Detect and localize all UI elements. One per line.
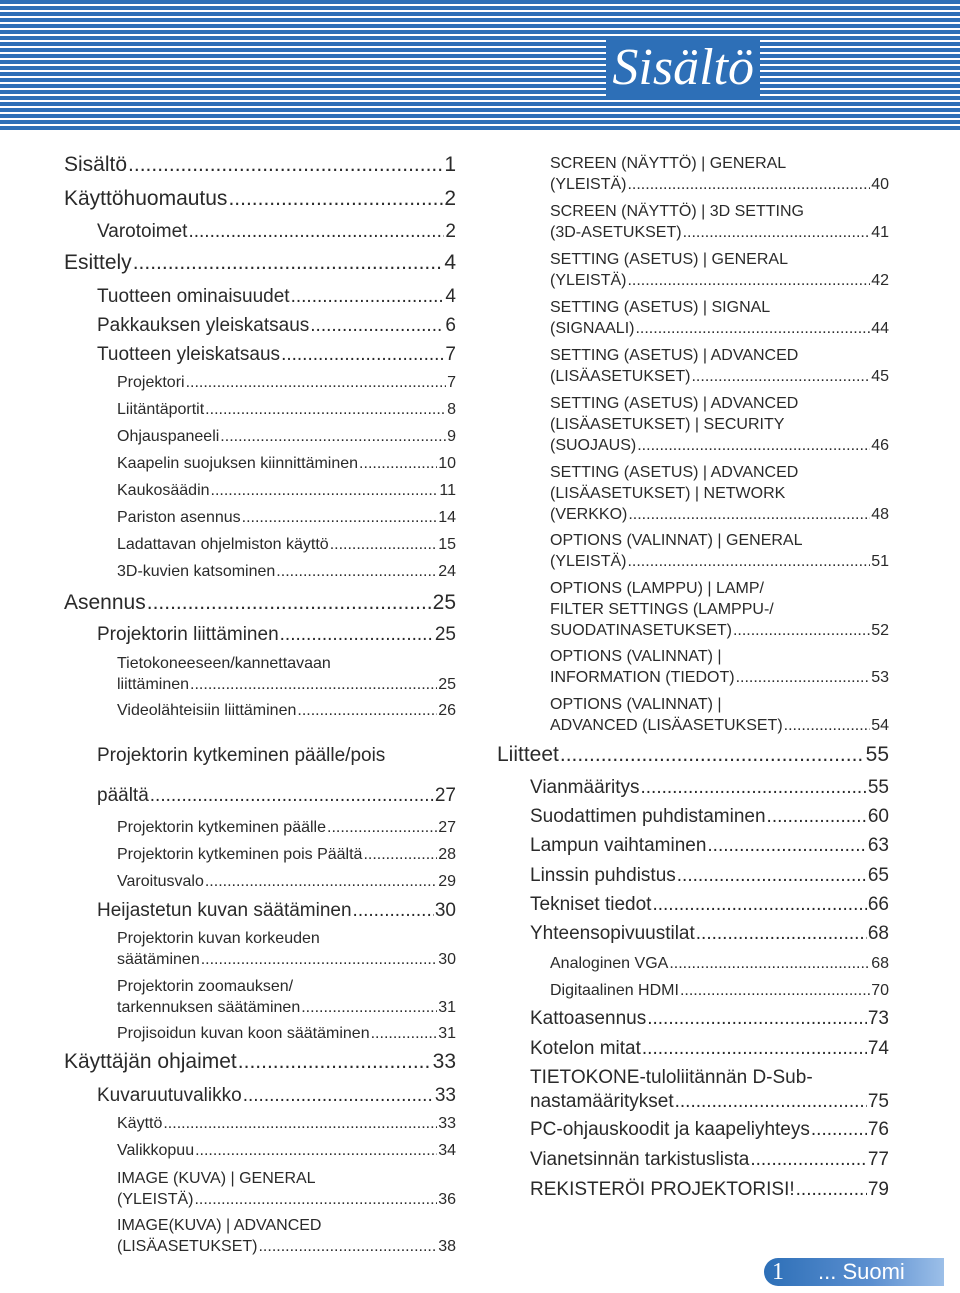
toc-entry-title: Kaukosäädin	[117, 482, 210, 499]
toc-entry-title: Pariston asennus	[117, 509, 241, 526]
toc-leader	[205, 871, 437, 892]
toc-entry-page: 14	[438, 509, 456, 526]
toc-entry-kytkeminen[interactable]	[97, 744, 456, 808]
toc-entry-page: 7	[447, 374, 456, 391]
toc-entry-kaytto[interactable]	[117, 1113, 456, 1134]
toc-entry-page: 9	[447, 428, 456, 445]
toc-entry-title: Kaapelin suojuksen kiinnittäminen	[117, 455, 359, 472]
toc-entry-page: 27	[434, 785, 456, 806]
toc-leader	[276, 561, 437, 582]
toc-leader	[194, 1189, 437, 1210]
toc-entry-title: Liitäntäportit	[117, 401, 205, 418]
toc-entry-title: Käyttö	[117, 1115, 163, 1132]
toc-entry-page: 73	[867, 1008, 889, 1029]
toc-entry-kaukosaadin[interactable]	[117, 480, 456, 501]
toc-entry-title: Käyttäjän ohjaimet	[64, 1050, 237, 1073]
toc-entry-options-lamp[interactable]	[550, 578, 889, 641]
toc-entry-title-cont: säätäminen	[117, 951, 200, 968]
toc-leader	[363, 844, 437, 865]
toc-entry-digitaalinen[interactable]	[550, 980, 889, 1001]
toc-entry-title-cont: (LISÄASETUKSET) | SECURITY	[550, 416, 785, 433]
toc-entry-page: 51	[871, 553, 889, 570]
toc-entry-page: 2	[445, 221, 456, 242]
toc-entry-title: Projektori	[117, 374, 185, 391]
toc-leader	[691, 366, 870, 387]
toc-entry-projektori[interactable]	[117, 372, 456, 393]
toc-entry-page: 40	[871, 176, 889, 193]
toc-entry-page: 24	[438, 563, 456, 580]
toc-entry-image-advanced[interactable]	[117, 1215, 456, 1257]
toc-entry-esittely[interactable]	[64, 250, 456, 276]
toc-entry-title: SCREEN (NÄYTTÖ) | GENERAL	[550, 155, 787, 172]
toc-leader	[128, 152, 443, 178]
toc-leader	[188, 220, 444, 244]
toc-entry-page: 33	[438, 1115, 456, 1132]
toc-leader	[652, 893, 866, 917]
toc-entry-page: 1	[444, 153, 456, 176]
toc-entry-page: 52	[871, 622, 889, 639]
toc-entry-title: Videolähteisiin liittäminen	[117, 702, 297, 719]
toc-entry-title: Käyttöhuomautus	[64, 187, 228, 210]
toc-entry-title: Lampun vaihtaminen	[530, 835, 707, 856]
toc-leader	[205, 399, 446, 420]
toc-entry-page: 8	[447, 401, 456, 418]
toc-leader	[707, 834, 866, 858]
toc-entry-title: Projektorin kuvan korkeuden	[117, 930, 320, 947]
toc-entry-page: 45	[871, 368, 889, 385]
toc-entry-page: 25	[438, 676, 456, 693]
toc-entry-page: 46	[871, 437, 889, 454]
toc-entry-page: 7	[445, 344, 456, 365]
toc-entry-pariston[interactable]	[117, 507, 456, 528]
toc-entry-sisalto[interactable]	[64, 152, 456, 178]
toc-leader	[811, 1118, 867, 1142]
toc-entry-title: Valikkopuu	[117, 1142, 195, 1159]
toc-leader	[677, 864, 867, 888]
toc-entry-page: 25	[434, 624, 456, 645]
toc-entry-options-advanced[interactable]	[550, 694, 889, 736]
toc-entry-page: 53	[871, 669, 889, 686]
toc-entry-page: 30	[438, 951, 456, 968]
toc-entry-page: 34	[438, 1142, 456, 1159]
toc-entry-lampun[interactable]	[530, 834, 889, 858]
toc-entry-page: 65	[867, 865, 889, 886]
toc-entry-title: PC-ohjauskoodit ja kaapeliyhteys	[530, 1119, 810, 1140]
toc-entry-page: 29	[438, 873, 456, 890]
toc-entry-title-cont: liittäminen	[117, 676, 190, 693]
toc-entry-title: 3D-kuvien katsominen	[117, 563, 276, 580]
toc-entry-page: 27	[438, 819, 456, 836]
footer-language: ... Suomi	[818, 1259, 905, 1284]
toc-entry-page: 2	[444, 187, 456, 210]
toc-entry-title: Analoginen VGA	[550, 955, 669, 972]
toc-entry-title-cont: FILTER SETTINGS (LAMPPU-/	[550, 601, 774, 618]
toc-entry-kuvaruutuvalikko[interactable]	[97, 1084, 456, 1108]
toc-entry-3d-kuvien[interactable]	[117, 561, 456, 582]
toc-entry-title: Projektorin kytkeminen päälle	[117, 819, 326, 836]
toc-entry-title: Ohjauspaneeli	[117, 428, 220, 445]
toc-entry-varoitusvalo[interactable]	[117, 871, 456, 892]
toc-entry-title: REKISTERÖI PROJEKTORISI!	[530, 1179, 795, 1200]
toc-entry-page: 42	[871, 272, 889, 289]
toc-entry-yhteensopivuus[interactable]	[530, 922, 889, 946]
toc-entry-options-info[interactable]	[550, 646, 889, 688]
toc-leader	[190, 674, 437, 695]
toc-entry-title-cont: (YLEISTÄ)	[550, 272, 627, 289]
toc-entry-tuotteen-yleis[interactable]	[97, 343, 456, 367]
toc-entry-title: Projektorin kytkeminen päälle/pois	[97, 745, 386, 766]
toc-leader	[627, 551, 870, 572]
toc-entry-setting-network[interactable]	[550, 462, 889, 525]
toc-entry-page: 33	[432, 1050, 456, 1073]
toc-entry-title: Varotoimet	[97, 221, 188, 242]
toc-leader	[220, 426, 446, 447]
toc-entry-title: TIETOKONE-tuloliitännän D-Sub-	[530, 1067, 813, 1088]
toc-entry-valikkopuu[interactable]	[117, 1140, 456, 1161]
toc-leader	[635, 318, 870, 339]
toc-entry-title: Liitteet	[497, 743, 559, 766]
toc-entry-title-cont: (LISÄASETUKSET)	[117, 1238, 258, 1255]
toc-entry-setting-general[interactable]	[550, 249, 889, 291]
toc-entry-title: Vianetsinnän tarkistuslista	[530, 1149, 750, 1170]
toc-entry-title: Kattoasennus	[530, 1008, 647, 1029]
toc-entry-liitantaportit[interactable]	[117, 399, 456, 420]
toc-entry-title: Asennus	[64, 591, 146, 614]
toc-entry-page: 70	[871, 982, 889, 999]
toc-leader	[796, 1178, 867, 1202]
toc-entry-page: 30	[434, 900, 456, 921]
toc-entry-page: 6	[445, 315, 456, 336]
toc-entry-title-cont: (LISÄASETUKSET) | NETWORK	[550, 485, 786, 502]
toc-entry-title: IMAGE (KUVA) | GENERAL	[117, 1170, 316, 1187]
toc-leader	[627, 174, 870, 195]
toc-entry-analoginen[interactable]	[550, 953, 889, 974]
toc-entry-title: OPTIONS (LAMPPU) | LAMP/	[550, 580, 764, 597]
toc-entry-suodattimen[interactable]	[530, 805, 889, 829]
toc-leader	[186, 372, 447, 393]
toc-entry-page: 44	[871, 320, 889, 337]
toc-leader	[163, 1113, 437, 1134]
toc-leader	[211, 480, 439, 501]
toc-entry-page: 33	[434, 1085, 456, 1106]
toc-leader	[195, 1140, 437, 1161]
toc-entry-page: 79	[867, 1179, 889, 1200]
toc-entry-page: 68	[867, 923, 889, 944]
toc-entry-title: SETTING (ASETUS) | ADVANCED	[550, 464, 799, 481]
toc-entry-title-cont: (LISÄASETUKSET)	[550, 368, 691, 385]
toc-entry-title: Tuotteen ominaisuudet	[97, 286, 290, 307]
toc-leader	[150, 784, 434, 808]
toc-leader	[228, 186, 443, 212]
toc-entry-page: 77	[867, 1149, 889, 1170]
toc-leader	[359, 453, 437, 474]
toc-entry-pois[interactable]	[117, 844, 456, 865]
toc-entry-title: Ladattavan ohjelmiston käyttö	[117, 536, 329, 553]
toc-entry-title: Projisoidun kuvan koon säätäminen	[117, 1025, 370, 1042]
toc-entry-title: Esittely	[64, 251, 132, 274]
toc-entry-ladattavan[interactable]	[117, 534, 456, 555]
toc-leader	[637, 435, 870, 456]
toc-entry-title: Pakkauksen yleiskatsaus	[97, 315, 310, 336]
toc-leader	[750, 1148, 867, 1172]
toc-entry-pakkaus[interactable]	[97, 314, 456, 338]
toc-entry-title: SCREEN (NÄYTTÖ) | 3D SETTING	[550, 203, 804, 220]
toc-entry-tekniset[interactable]	[530, 893, 889, 917]
toc-entry-title: Tietokoneeseen/kannettavaan	[117, 655, 331, 672]
toc-entry-page: 36	[438, 1191, 456, 1208]
toc-leader	[238, 1049, 432, 1075]
toc-entry-vianmaaritys[interactable]	[530, 776, 889, 800]
toc-entry-page: 63	[867, 835, 889, 856]
toc-entry-page: 26	[438, 702, 456, 719]
toc-entry-title-cont: INFORMATION (TIEDOT)	[550, 669, 735, 686]
toc-entry-page: 55	[865, 743, 889, 766]
toc-leader	[258, 1236, 437, 1257]
toc-leader	[642, 1037, 867, 1061]
toc-entry-ominaisuudet[interactable]	[97, 285, 456, 309]
toc-entry-videolahteisiin[interactable]	[117, 700, 456, 721]
toc-entry-koon[interactable]	[117, 1023, 456, 1044]
toc-leader	[736, 667, 871, 688]
toc-entry-title: OPTIONS (VALINNAT) |	[550, 696, 722, 713]
toc-leader	[330, 534, 438, 555]
toc-leader	[767, 805, 867, 829]
toc-entry-page: 68	[871, 955, 889, 972]
toc-entry-title: Vianmääritys	[530, 777, 640, 798]
footer-page-number: 1	[772, 1259, 784, 1285]
toc-entry-title-cont: ADVANCED (LISÄASETUKSET)	[550, 717, 783, 734]
toc-entry-image-general[interactable]	[117, 1168, 456, 1210]
toc-entry-page: 48	[871, 506, 889, 523]
toc-entry-title: Sisältö	[64, 153, 128, 176]
toc-entry-page: 76	[867, 1119, 889, 1140]
toc-entry-pc-ohjaus[interactable]	[530, 1118, 889, 1142]
toc-leader	[560, 742, 865, 768]
toc-entry-title: Linssin puhdistus	[530, 865, 676, 886]
toc-entry-zoomauksen[interactable]	[117, 976, 456, 1018]
toc-entry-kattoasennus[interactable]	[530, 1007, 889, 1031]
toc-leader	[675, 1090, 867, 1114]
toc-entry-page: 28	[438, 846, 456, 863]
toc-entry-title-cont: (YLEISTÄ)	[550, 176, 627, 193]
toc-leader	[647, 1007, 867, 1031]
toc-entry-heijastetun[interactable]	[97, 899, 456, 923]
toc-entry-setting-advanced[interactable]	[550, 345, 889, 387]
toc-entry-setting-signal[interactable]	[550, 297, 889, 339]
toc-entry-page: 11	[439, 482, 456, 499]
toc-entry-options-general[interactable]	[550, 530, 889, 572]
toc-entry-rekisteroi[interactable]	[530, 1178, 889, 1202]
toc-leader	[201, 949, 437, 970]
toc-entry-title-cont: SUODATINASETUKSET)	[550, 622, 732, 639]
toc-entry-title-cont: (VERKKO)	[550, 506, 628, 523]
toc-entry-ohjaimet[interactable]	[64, 1049, 456, 1075]
toc-entry-liitteet[interactable]	[497, 742, 889, 768]
toc-entry-linssin[interactable]	[530, 864, 889, 888]
toc-entry-tietokone-dsub[interactable]	[530, 1066, 889, 1114]
toc-entry-paalle[interactable]	[117, 817, 456, 838]
toc-leader	[310, 314, 444, 338]
toc-leader	[281, 343, 444, 367]
toc-entry-title: OPTIONS (VALINNAT) |	[550, 648, 722, 665]
toc-entry-varotoimet[interactable]	[97, 220, 456, 244]
toc-entry-title: Projektorin liittäminen	[97, 624, 279, 645]
toc-leader	[371, 1023, 438, 1044]
toc-entry-title: Tekniset tiedot	[530, 894, 652, 915]
toc-entry-title-cont: (SUOJAUS)	[550, 437, 637, 454]
toc-entry-title-cont: päältä	[97, 785, 149, 806]
toc-entry-screen-3d[interactable]	[550, 201, 889, 243]
toc-entry-page: 25	[432, 591, 456, 614]
toc-leader	[242, 507, 438, 528]
toc-entry-page: 55	[867, 777, 889, 798]
toc-leader	[669, 953, 870, 974]
toc-entry-title: OPTIONS (VALINNAT) | GENERAL	[550, 532, 803, 549]
toc-leader	[291, 285, 445, 309]
toc-leader	[696, 922, 867, 946]
toc-leader	[327, 817, 437, 838]
toc-entry-title: Projektorin kytkeminen pois Päältä	[117, 846, 363, 863]
toc-entry-page: 54	[871, 717, 889, 734]
toc-entry-asennus[interactable]	[64, 590, 456, 616]
toc-leader	[280, 623, 434, 647]
toc-entry-page: 60	[867, 806, 889, 827]
toc-entry-page: 10	[438, 455, 456, 472]
toc-leader	[297, 700, 437, 721]
toc-entry-vianetsinnan[interactable]	[530, 1148, 889, 1172]
toc-entry-liittaminen[interactable]	[97, 623, 456, 647]
toc-leader	[683, 222, 871, 243]
toc-entry-title: SETTING (ASETUS) | GENERAL	[550, 251, 788, 268]
toc-entry-title-cont: tarkennuksen säätäminen	[117, 999, 301, 1016]
toc-entry-title: Varoitusvalo	[117, 873, 204, 890]
toc-entry-title: Kuvaruutuvalikko	[97, 1085, 242, 1106]
toc-leader	[353, 899, 434, 923]
toc-entry-kayttohuomautus[interactable]	[64, 186, 456, 212]
toc-entry-setting-security[interactable]	[550, 393, 889, 456]
toc-entry-title: SETTING (ASETUS) | ADVANCED	[550, 347, 799, 364]
toc-entry-title-cont: (YLEISTÄ)	[550, 553, 627, 570]
toc-leader	[243, 1084, 434, 1108]
toc-entry-screen-general[interactable]	[550, 153, 889, 195]
toc-entry-title-cont: (SIGNAALI)	[550, 320, 635, 337]
toc-entry-title: Heijastetun kuvan säätäminen	[97, 900, 352, 921]
toc-entry-title: SETTING (ASETUS) | SIGNAL	[550, 299, 771, 316]
toc-entry-korkeuden[interactable]	[117, 928, 456, 970]
toc-entry-ohjauspaneeli[interactable]	[117, 426, 456, 447]
toc-leader	[301, 997, 437, 1018]
header-band	[0, 0, 960, 130]
toc-leader	[133, 250, 444, 276]
toc-entry-title: SETTING (ASETUS) | ADVANCED	[550, 395, 799, 412]
toc-leader	[640, 776, 866, 800]
toc-leader	[680, 980, 870, 1001]
toc-entry-page: 4	[444, 251, 456, 274]
toc-entry-page: 31	[438, 1025, 456, 1042]
toc-entry-page: 38	[438, 1238, 456, 1255]
toc-entry-page: 66	[867, 894, 889, 915]
toc-leader	[627, 270, 870, 291]
toc-entry-title: Yhteensopivuustilat	[530, 923, 695, 944]
toc-entry-kaapelin[interactable]	[117, 453, 456, 474]
toc-entry-title: Tuotteen yleiskatsaus	[97, 344, 281, 365]
toc-entry-title: Kotelon mitat	[530, 1038, 641, 1059]
toc-entry-page: 4	[445, 286, 456, 307]
toc-entry-page: 31	[438, 999, 456, 1016]
toc-leader	[733, 620, 870, 641]
toc-entry-title-cont: (YLEISTÄ)	[117, 1191, 194, 1208]
toc-entry-title: IMAGE(KUVA) | ADVANCED	[117, 1217, 322, 1234]
toc-entry-page: 15	[438, 536, 456, 553]
toc-leader	[784, 715, 871, 736]
toc-entry-title: Projektorin zoomauksen/	[117, 978, 294, 995]
toc-entry-title: Digitaalinen HDMI	[550, 982, 679, 999]
toc-entry-tietokoneeseen[interactable]	[117, 653, 456, 695]
toc-entry-page: 74	[867, 1038, 889, 1059]
toc-leader	[628, 504, 870, 525]
toc-leader	[147, 590, 432, 616]
page-title: Sisältö	[606, 38, 760, 98]
toc-entry-title-cont: nastamääritykset	[530, 1091, 674, 1112]
toc-entry-kotelon[interactable]	[530, 1037, 889, 1061]
toc-entry-title-cont: (3D-ASETUKSET)	[550, 224, 682, 241]
toc-entry-title: Suodattimen puhdistaminen	[530, 806, 766, 827]
toc-entry-page: 41	[871, 224, 889, 241]
toc-entry-page: 75	[867, 1091, 889, 1112]
